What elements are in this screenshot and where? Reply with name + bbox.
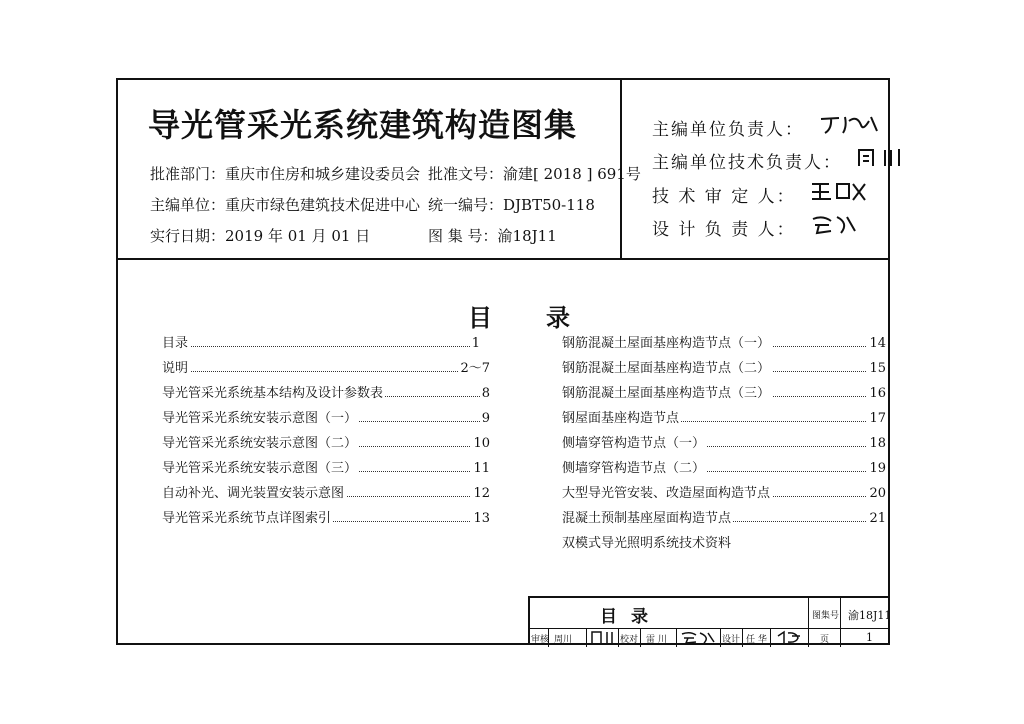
toc-item-page: 1 (471, 336, 480, 351)
toc-title: 目录 (468, 304, 624, 332)
title-block-divider (840, 598, 841, 628)
toc-item[interactable] (562, 460, 886, 478)
meta-value: 重庆市住房和城乡建设委员会 (225, 165, 421, 183)
toc-item[interactable] (562, 410, 886, 428)
toc-item-title: 大型导光管安装、改造屋面构造节点 (562, 486, 771, 501)
responsible-design (652, 213, 859, 240)
toc-item-title: 导光管采光系统安装示意图（三） (162, 461, 358, 476)
title-block-divider (530, 628, 890, 629)
meta-label: 批准文号： (428, 165, 504, 183)
title-block-divider (742, 628, 743, 647)
meta-value: DJBT50-118 (503, 196, 595, 214)
responsible-review (652, 180, 869, 207)
toc-item-page: 2～7 (460, 361, 490, 376)
toc-item[interactable] (162, 435, 490, 453)
toc-item-title: 说明 (162, 361, 189, 376)
toc-item-title: 自动补光、调光装置安装示意图 (162, 486, 345, 501)
meta-value: 重庆市绿色建筑技术促进中心 (225, 196, 421, 214)
toc-item-page: 11 (473, 461, 490, 476)
meta-label: 批准部门： (150, 165, 226, 183)
toc-item-title: 侧墙穿管构造节点（一） (562, 436, 706, 451)
toc-item[interactable] (562, 385, 886, 403)
reviewer-signature (590, 630, 616, 645)
toc-item-page: 8 (481, 386, 490, 401)
designer-signature (776, 630, 804, 645)
toc-item[interactable] (162, 510, 490, 528)
title-block-divider (808, 628, 809, 647)
toc-item[interactable] (562, 360, 886, 378)
title-block-divider (808, 598, 809, 628)
toc-item[interactable] (562, 335, 886, 353)
signature-image (809, 180, 869, 202)
toc-item-page: 10 (473, 436, 490, 451)
toc-item-title: 导光管采光系统安装示意图（一） (162, 411, 358, 426)
meta-approval-dept (150, 163, 420, 184)
toc-item[interactable] (162, 410, 490, 428)
toc-item-page: 12 (473, 486, 490, 501)
meta-unified-no (428, 194, 595, 215)
meta-atlas-no (428, 225, 557, 246)
toc-item-title: 导光管采光系统基本结构及设计参数表 (162, 386, 384, 401)
toc-item-page: 14 (869, 336, 886, 351)
title-block-divider (618, 628, 619, 647)
toc-item-title: 钢筋混凝土屋面基座构造节点（二） (562, 361, 771, 376)
check-name: 雷 川 (646, 635, 667, 645)
checker-signature (680, 630, 718, 645)
leader-dots (162, 346, 480, 347)
meta-label: 图 集 号： (428, 227, 498, 245)
meta-label: 主编单位： (150, 196, 226, 214)
toc-item[interactable] (162, 360, 490, 378)
meta-value: 渝18J11 (497, 227, 557, 245)
responsible-role: 主编单位负责人： (652, 120, 804, 140)
toc-item-title: 混凝土预制基座屋面构造节点 (562, 511, 732, 526)
title-block-divider (770, 628, 771, 647)
drawing-frame (116, 78, 890, 645)
atlas-no-value: 渝18J11 (848, 609, 892, 622)
toc-item-page: 16 (869, 386, 886, 401)
design-label: 设计 (722, 635, 741, 645)
check-label: 校对 (620, 635, 639, 645)
meta-effective-date (150, 225, 370, 246)
page-label: 页 (820, 635, 830, 645)
responsible-role: 设 计 负 责 人： (652, 220, 796, 240)
toc-item-title: 导光管采光系统安装示意图（二） (162, 436, 358, 451)
title-block-divider (720, 628, 721, 647)
toc-item[interactable] (162, 335, 480, 353)
meta-value: 2019 年 01 月 01 日 (225, 227, 371, 245)
toc-item-title: 侧墙穿管构造节点（二） (562, 461, 706, 476)
toc-item-title: 钢屋面基座构造节点 (562, 411, 680, 426)
toc-item-title: 钢筋混凝土屋面基座构造节点（一） (562, 336, 771, 351)
toc-item[interactable] (162, 460, 490, 478)
toc-item-title: 双模式导光照明系统技术资料 (562, 536, 732, 551)
meta-label: 统一编号： (428, 196, 504, 214)
signature-image (855, 146, 905, 168)
toc-item-page: 13 (473, 511, 490, 526)
toc-item[interactable] (162, 485, 490, 503)
review-name: 周川 (554, 635, 573, 645)
toc-item-page: 18 (869, 436, 886, 451)
toc-item-title: 目录 (162, 336, 189, 351)
toc-item-page: 9 (481, 411, 490, 426)
design-name: 任 华 (746, 635, 767, 645)
page-number: 1 (866, 631, 873, 644)
title-block-divider (676, 628, 677, 647)
meta-value: 渝建[ 2018 ] 691号 (503, 165, 641, 183)
title-block-divider (586, 628, 587, 647)
responsible-chief (652, 113, 887, 140)
toc-item-page: 21 (869, 511, 886, 526)
signature-image (817, 113, 887, 135)
responsible-role: 技 术 审 定 人： (652, 187, 796, 207)
responsible-role: 主编单位技术负责人： (652, 153, 842, 173)
atlas-title: 导光管采光系统建筑构造图集 (148, 106, 578, 144)
toc-item-page: 20 (869, 486, 886, 501)
header-block (118, 80, 888, 260)
toc-item[interactable] (562, 510, 886, 528)
title-block-divider (640, 628, 641, 647)
title-block (528, 596, 890, 645)
toc-item-title: 导光管采光系统节点详图索引 (162, 511, 332, 526)
atlas-no-label: 图集号 (812, 611, 840, 621)
responsible-tech (652, 146, 905, 173)
toc-item-page: 19 (869, 461, 886, 476)
toc-item-title: 钢筋混凝土屋面基座构造节点（三） (562, 386, 771, 401)
meta-approval-no (428, 163, 641, 184)
toc-item[interactable] (562, 535, 886, 553)
toc-item-page: 15 (869, 361, 886, 376)
leader-dots (162, 371, 490, 372)
sheet-name: 目录 (600, 607, 662, 627)
toc-item[interactable] (562, 485, 886, 503)
toc-item-page: 17 (869, 411, 886, 426)
meta-label: 实行日期： (150, 227, 226, 245)
title-block-divider (840, 628, 841, 647)
signature-image (809, 213, 859, 235)
review-label: 审核 (531, 635, 550, 645)
toc-item[interactable] (562, 435, 886, 453)
toc-item[interactable] (162, 385, 490, 403)
meta-editor-unit (150, 194, 420, 215)
